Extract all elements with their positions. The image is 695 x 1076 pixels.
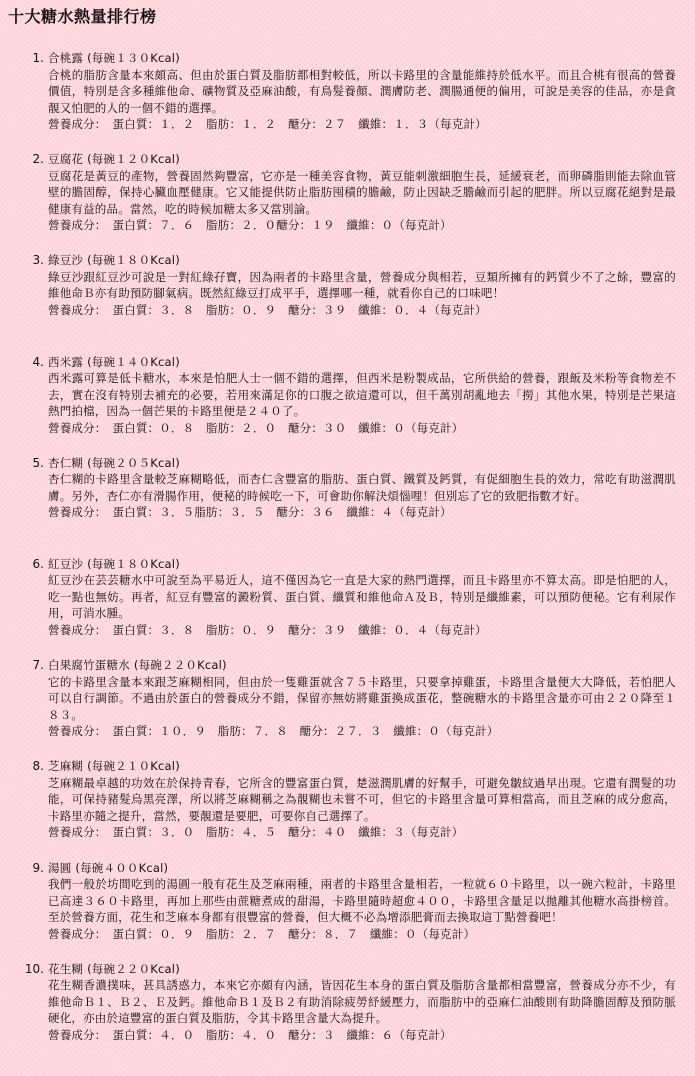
item-heading [48, 455, 676, 472]
item-heading [48, 50, 676, 67]
item-nutrition: 營養成分： 蛋白質：０．８ 脂肪：２．０ 醣分：３０ 纖維：０（每克計） [48, 420, 464, 435]
item-kcal: (每碗１４０Kcal) [87, 354, 180, 369]
item-body [48, 961, 676, 1044]
item-nutrition: 營養成分： 蛋白質：１０．９ 脂肪：７．８ 醣分：２７．３ 纖維：０（每克計） [48, 724, 499, 739]
list-item [0, 151, 695, 252]
list-item [0, 860, 695, 961]
item-name: 湯圓 [48, 860, 72, 875]
list-item [0, 758, 695, 859]
item-name: 合桃露 [48, 51, 84, 65]
item-number: 7. [32, 658, 44, 673]
item-number: 1. [32, 51, 44, 65]
item-description: 紅豆沙在芸芸糖水中可說至為平易近人，這不僅因為它一直是大家的熱門選擇，而且卡路里亦不算太高。即是怕肥的人，吃一點也無妨。再者，紅豆有豐富的澱粉質、蛋白質、纖質和維他命Ａ及Ｂ，特別是纖維素，可以預防便秘。它有利尿作用，可消水腫。 [48, 573, 676, 621]
item-description: 花生糊香濃撲味，甚具誘惑力，本來它亦頗有內涵，皆因花生本身的蛋白質及脂肪含量都相當豐富，營養成分亦不少，有維他命Ｂ１、Ｂ２、Ｅ及鈣。維他命Ｂ１及Ｂ２有助消除疲勞紓緩壓力，而脂肪中的亞麻仁油酸則有助降膽固醇及預防脈硬化，亦由於這豐富的蛋白質及脂肪，令其卡路里含量大為提升。 [48, 978, 676, 1026]
item-heading [48, 354, 676, 371]
item-kcal: (每碗２１０Kcal) [87, 759, 180, 774]
item-heading [48, 556, 676, 573]
item-body [48, 151, 676, 234]
item-description: 芝麻糊最卓越的功效在於保持青春，它所含的豐富蛋白質，楚滋潤肌膚的好幫手，可避免皺紋過早出現。它還有潤髮的功能，可保持豬髮烏黑亮澤，所以將芝麻糊稱之為靚糊也未嘗不可，但它的卡路里含量可算相當高，而且芝麻的成分愈高，卡路里亦隨之提升，當然，要靚還是要肥，可要你自己選擇了。 [48, 775, 676, 823]
item-body [48, 50, 676, 133]
item-kcal: (每碗４００Kcal) [75, 860, 169, 875]
item-heading [48, 758, 676, 775]
item-nutrition: 營養成分： 蛋白質：４．０ 脂肪：４．０ 醣分：３ 纖維：６（每克計） [48, 1027, 452, 1042]
item-number: 8. [32, 759, 44, 774]
item-name: 紅豆沙 [48, 556, 84, 571]
item-description: 杏仁糊的卡路里含量較芝麻糊略低，而杏仁含豐富的脂肪、蛋白質、鐵質及鈣質，有促細胞生長的效力，常吃有助滋潤肌膚。另外，杏仁亦有滑腸作用，便秘的時候吃一下，可會助你解決煩惱哩！但別忘了它的致肥指數才好。 [48, 472, 676, 503]
item-heading [48, 151, 676, 168]
item-description: 綠豆沙跟紅豆沙可說是一對紅綠孖寶，因為兩者的卡路里含量，營養成分與相若，豆類所擁有的鈣質少不了之餘，豐富的維他命Ｂ亦有助預防腳氣病。既然紅綠豆打成平手，選擇哪一種，就看你自己的口味吧！ [48, 269, 676, 301]
item-kcal: (每碗２２０Kcal) [133, 658, 227, 673]
item-kcal: (每碗１３０Kcal) [87, 51, 180, 65]
item-nutrition: 營養成分： 蛋白質：３．８ 脂肪：０．９ 醣分：３９ 纖維：０．４（每克計） [48, 622, 487, 637]
list-item [0, 50, 695, 151]
item-number: 6. [32, 556, 44, 571]
item-heading [48, 860, 676, 877]
item-body [48, 758, 676, 841]
list-item [0, 252, 695, 353]
dessert-ranking-list [0, 50, 695, 1062]
item-body [48, 860, 676, 943]
item-number: 9. [32, 860, 44, 875]
item-number: 3. [32, 253, 44, 268]
item-body [48, 252, 676, 318]
item-kcal: (每碗１８０Kcal) [87, 253, 180, 268]
item-nutrition: 營養成分： 蛋白質：３．５脂肪：３．５ 醣分：３６ 纖維：４（每克計） [48, 505, 452, 520]
item-heading [48, 961, 676, 978]
item-body [48, 657, 676, 740]
item-description: 合桃的脂肪含量本來頗高、但由於蛋白質及脂肪都相對較低，所以卡路里的含量能維持於低水平。而且合桃有很高的營養價值，特別是含多種維他命、礦物質及亞麻油酸，有鳥髮養顏、潤膚防老、潤腸通便的偏用，可說是美容的佳品，亦是貪靚又怕肥的人的一個不錯的選擇。 [48, 67, 676, 115]
item-nutrition: 營養成分： 蛋白質：３．０ 脂肪：４．５ 醣分：４０ 纖維：３（每克計） [48, 825, 464, 840]
item-nutrition: 營養成分： 蛋白質：７．６ 脂肪：２．０醣分：１９ 纖維：０（每克計） [48, 218, 452, 233]
item-name: 芝麻糊 [48, 759, 84, 774]
item-body [48, 455, 676, 521]
list-item [0, 961, 695, 1062]
page-title: 十大糖水熱量排行榜 [8, 7, 157, 26]
item-description: 西米露可算是低卡糖水，本來是怕肥人士一個不錯的選擇，但西米是粉製成品，它所供給的營養，跟飯及米粉等食物差不去，實在沒有特別去補充的必要，若用來滿足你的口腹之欲這還可以，但千萬別胡亂地去「撈」其他水果，特別是芒果這熱門拍檔，因為一個芒果的卡路里便是２４０了。 [48, 371, 676, 419]
item-name: 綠豆沙 [48, 253, 84, 268]
item-name: 白果腐竹蛋糖水 [48, 658, 130, 673]
item-name: 西米露 [48, 354, 84, 369]
list-item [0, 354, 695, 455]
item-name: 豆腐花 [48, 152, 84, 167]
item-description: 我們一般於坊間吃到的湯圓一般有花生及芝麻兩種，兩者的卡路里含量相若，一粒就６０卡路里，以一碗六粒計，卡路里已高達３６０卡路里，再加上那些由蔗糖煮成的甜湯，卡路里隨時超愈４００，卡路里含量足以拋離其他糖水高掛榜首。至於營養方面，花生和芝麻本身都有很豐富的營養，但大概不必為增添肥膏而去換取這丁點營養吧！ [48, 877, 676, 924]
item-heading [48, 252, 676, 269]
item-description: 豆腐花是黃豆的產物，營養固然夠豐富，它亦是一種美容食物，黃豆能刺激細胞生長，延緩衰老，而卵磷脂則能去除血管壁的膽固醇，保持心臟血壓健康。它又能提供防止脂肪囤積的膽鹼，防止因缺乏膽鹼而引起的肥胖。所以豆腐花絕對是最健康有益的品。當然，吃的時候加糖太多又當別論。 [48, 168, 676, 216]
list-item [0, 455, 695, 556]
item-heading [48, 657, 676, 674]
item-name: 花生糊 [48, 961, 84, 976]
item-body [48, 556, 676, 639]
item-number: 2. [32, 152, 44, 167]
item-kcal: (每碗２０５Kcal) [87, 455, 180, 470]
item-kcal: (每碗１２０Kcal) [87, 152, 180, 167]
item-number: 5. [32, 455, 44, 470]
item-name: 杏仁糊 [48, 455, 84, 470]
item-body [48, 354, 676, 437]
item-description: 它的卡路里含量本來跟芝麻糊相同，但由於一隻雞蛋就含７５卡路里，只要拿掉雞蛋，卡路里含量便大大降低，若怕肥人可以自行調節。不過由於蛋白的營養成分不錯，保留亦無妨將雞蛋換成蛋花，整碗糖水的卡路里含量亦可由２２０降至１８３。 [48, 674, 676, 722]
item-kcal: (每碗２２０Kcal) [87, 961, 180, 976]
item-number: 10. [24, 961, 44, 976]
list-item [0, 556, 695, 657]
item-kcal: (每碗１８０Kcal) [87, 556, 180, 571]
item-nutrition: 營養成分： 蛋白質：０．９ 脂肪：２．７ 醣分：８．７ 纖維：０（每克計） [48, 926, 476, 941]
item-nutrition: 營養成分： 蛋白質：１．２ 脂肪：１．２ 醣分：２７ 纖維：１．３（每克計） [48, 117, 487, 131]
item-nutrition: 營養成分： 蛋白質：３．８ 脂肪：０．９ 醣分：３９ 纖維：０．４（每克計） [48, 302, 487, 317]
list-item [0, 657, 695, 758]
item-number: 4. [32, 354, 44, 369]
